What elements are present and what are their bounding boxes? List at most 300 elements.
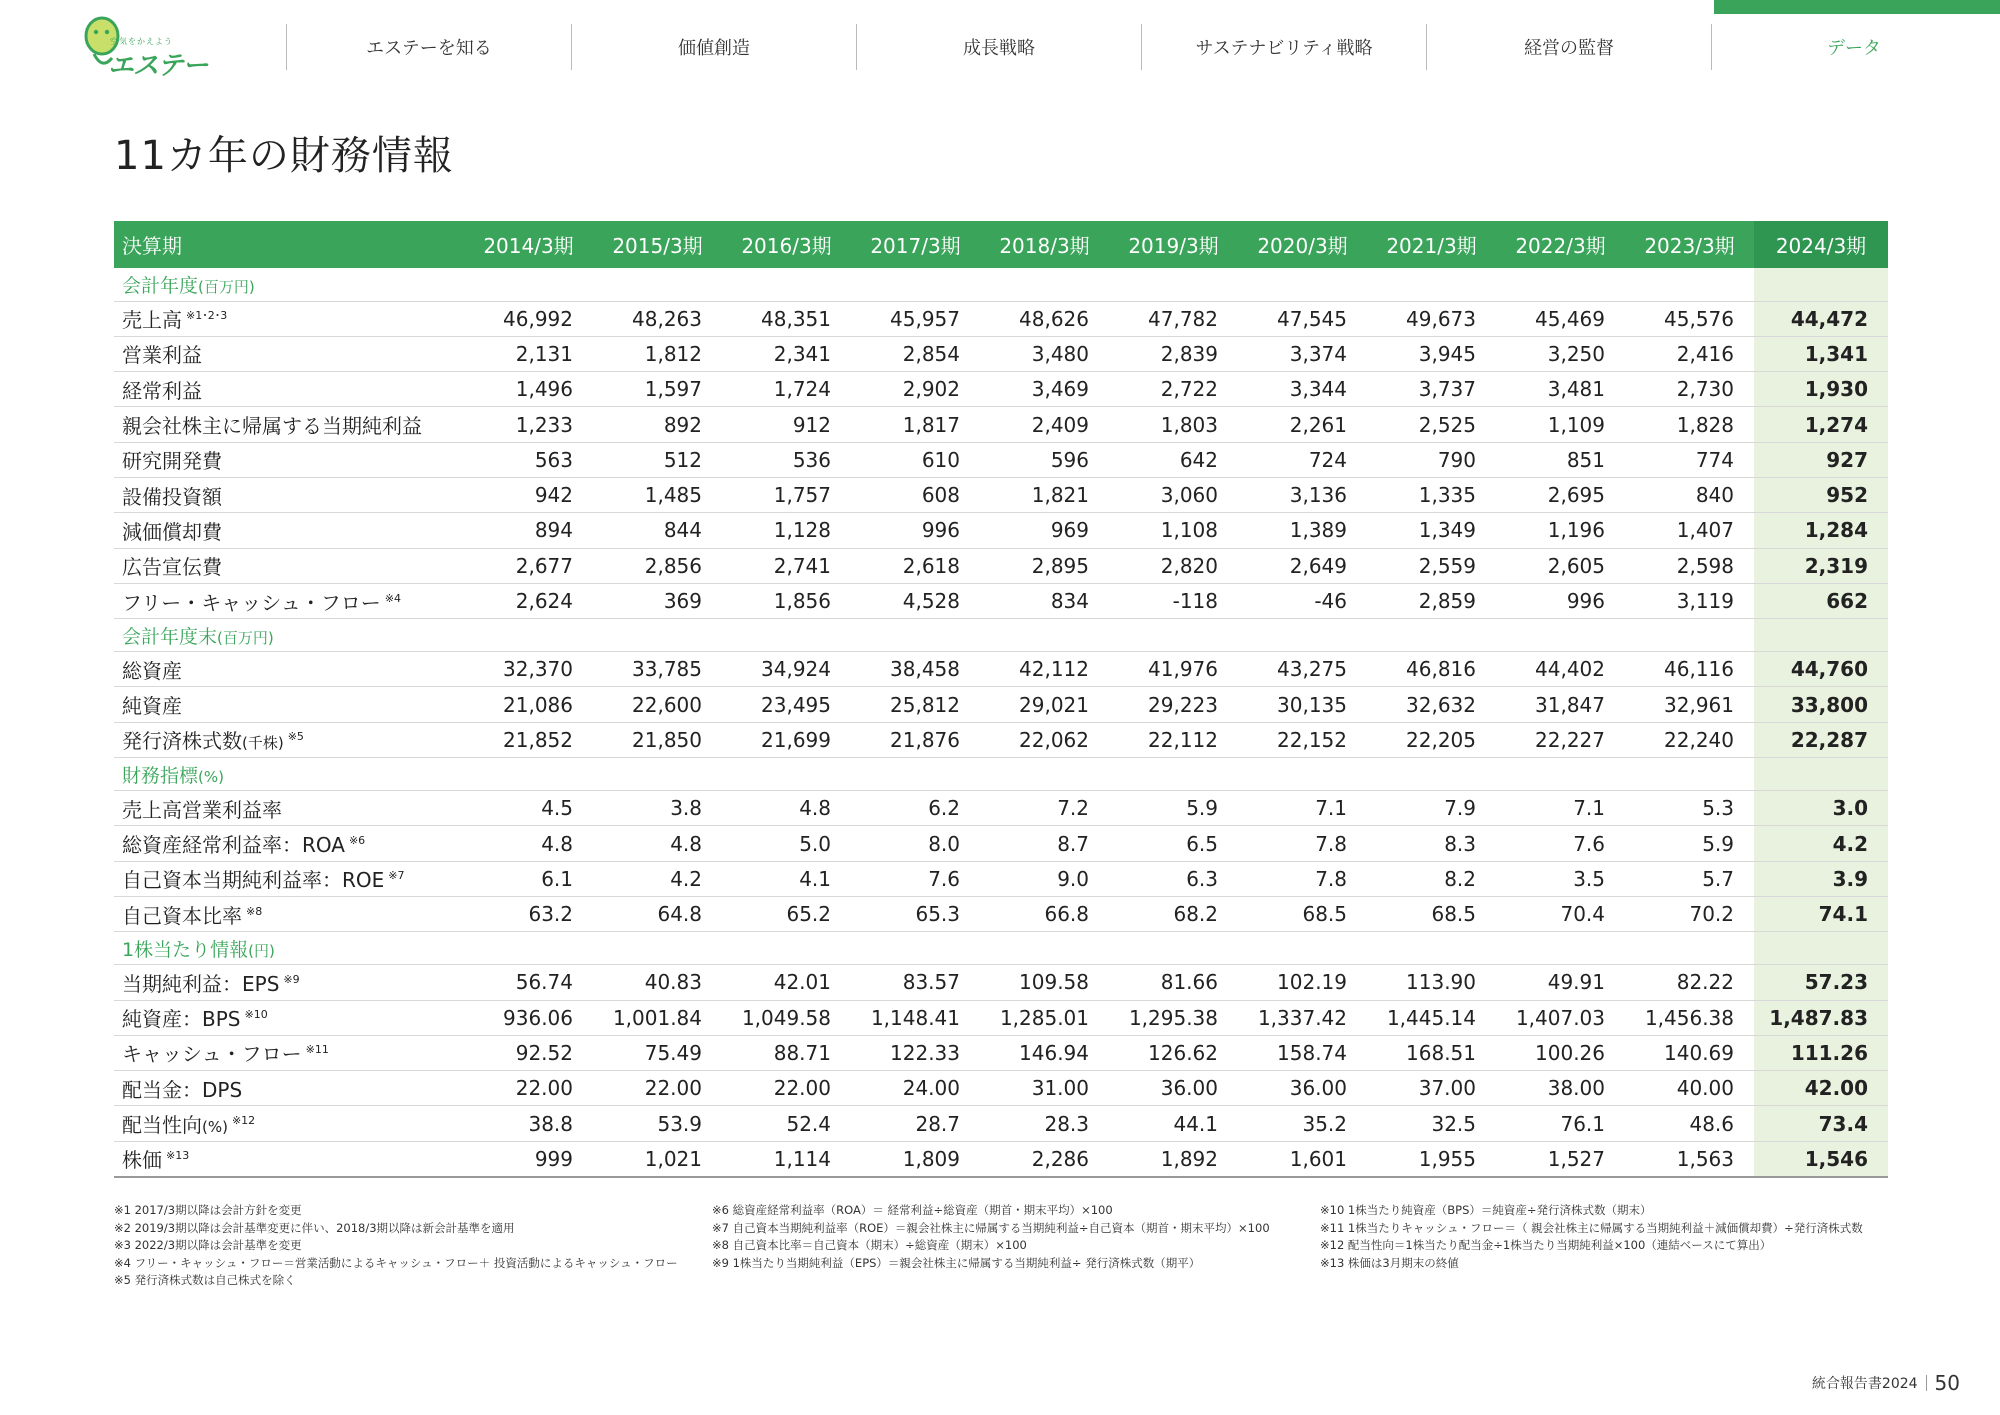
table-cell: 76.1 xyxy=(1496,1106,1625,1141)
table-cell: 45,469 xyxy=(1496,301,1625,336)
table-cell: 24.00 xyxy=(851,1071,980,1106)
table-cell: 1,284 xyxy=(1754,513,1888,548)
footnote-line: ※5 発行済株式数は自己株式を除く xyxy=(114,1273,296,1287)
table-cell: 1,892 xyxy=(1109,1141,1238,1176)
table-body xyxy=(114,268,1888,1177)
row-label-text: 総資産 xyxy=(122,658,182,683)
table-cell: 33,800 xyxy=(1754,687,1888,722)
table-cell: 22.00 xyxy=(464,1071,593,1106)
row-label xyxy=(114,407,464,442)
table-cell: 2,820 xyxy=(1109,548,1238,583)
table-cell: 22,205 xyxy=(1367,722,1496,757)
table-cell: 22,062 xyxy=(980,722,1109,757)
row-label-text: 総資産経常利益率：ROA xyxy=(122,833,345,857)
row-label-text: 研究開発費 xyxy=(122,449,222,474)
table-row xyxy=(114,1141,1888,1176)
footnotes-col-1 xyxy=(114,1202,678,1290)
table-cell: 44,760 xyxy=(1754,652,1888,687)
table-cell: 2,618 xyxy=(851,548,980,583)
row-label xyxy=(114,442,464,477)
table-cell: 1,233 xyxy=(464,407,593,442)
table-cell: 1,285.01 xyxy=(980,1000,1109,1035)
table-row xyxy=(114,301,1888,336)
table-cell: 8.0 xyxy=(851,826,980,861)
table-cell: 642 xyxy=(1109,442,1238,477)
table-cell: 1,341 xyxy=(1754,336,1888,371)
table-cell: 1,546 xyxy=(1754,1141,1888,1176)
table-cell: 21,850 xyxy=(593,722,722,757)
row-footnote-ref: ※4 xyxy=(384,591,402,605)
row-label xyxy=(114,1141,464,1176)
table-cell: 38.00 xyxy=(1496,1071,1625,1106)
table-row xyxy=(114,583,1888,618)
table-cell: 1,001.84 xyxy=(593,1000,722,1035)
table-cell: 1,856 xyxy=(722,583,851,618)
row-label-text: 売上高 xyxy=(122,308,182,333)
footnote-line: ※1 2017/3期以降は会計方針を変更 xyxy=(114,1203,302,1217)
row-label-text: キャッシュ・フロー xyxy=(122,1042,302,1067)
section-unit: (%) xyxy=(198,767,224,786)
table-cell: 126.62 xyxy=(1109,1035,1238,1070)
table-cell: 2,839 xyxy=(1109,336,1238,371)
table-cell: 2,286 xyxy=(980,1141,1109,1176)
table-cell: 1,114 xyxy=(722,1141,851,1176)
row-label-text: 経常利益 xyxy=(122,378,202,403)
table-cell: 2,416 xyxy=(1625,336,1754,371)
header xyxy=(0,0,2000,80)
table-cell: 6.3 xyxy=(1109,861,1238,896)
row-label xyxy=(114,791,464,826)
table-cell: 7.6 xyxy=(1496,826,1625,861)
footer-divider xyxy=(1926,1375,1927,1391)
table-row xyxy=(114,896,1888,931)
row-label xyxy=(114,722,464,757)
table-cell: 45,576 xyxy=(1625,301,1754,336)
row-label-text: 株価 xyxy=(122,1148,162,1173)
table-cell: 1,389 xyxy=(1238,513,1367,548)
table-cell: 6.2 xyxy=(851,791,980,826)
table-cell: 2,859 xyxy=(1367,583,1496,618)
nav-active-indicator xyxy=(1714,0,2000,14)
table-row xyxy=(114,477,1888,512)
table-cell: 46,992 xyxy=(464,301,593,336)
table-row xyxy=(114,548,1888,583)
table-cell: 46,816 xyxy=(1367,652,1496,687)
table-cell: 724 xyxy=(1238,442,1367,477)
row-label xyxy=(114,652,464,687)
table-cell: 4.5 xyxy=(464,791,593,826)
table-cell: 53.9 xyxy=(593,1106,722,1141)
table-row xyxy=(114,791,1888,826)
table-cell: 4.2 xyxy=(593,861,722,896)
table-cell: 4.8 xyxy=(722,791,851,826)
table-cell: 1,757 xyxy=(722,477,851,512)
table-cell: 996 xyxy=(851,513,980,548)
nav-item-value-creation[interactable]: 価値創造 xyxy=(571,24,856,70)
column-header-year: 2019/3期 xyxy=(1109,221,1238,268)
table-cell: 22.00 xyxy=(593,1071,722,1106)
row-label-text: 営業利益 xyxy=(122,343,202,368)
row-label xyxy=(114,336,464,371)
table-cell: 70.4 xyxy=(1496,896,1625,931)
table-cell: 7.8 xyxy=(1238,826,1367,861)
table-cell: 3,344 xyxy=(1238,372,1367,407)
table-cell: 1,803 xyxy=(1109,407,1238,442)
footnotes-col-2 xyxy=(712,1202,1270,1272)
table-cell: 42,112 xyxy=(980,652,1109,687)
table-cell: 2,695 xyxy=(1496,477,1625,512)
page-footer xyxy=(1812,1371,1960,1395)
table-cell: 969 xyxy=(980,513,1109,548)
table-cell: 1,021 xyxy=(593,1141,722,1176)
table-cell: 49.91 xyxy=(1496,965,1625,1000)
table-cell: 942 xyxy=(464,477,593,512)
table-cell: 1,563 xyxy=(1625,1141,1754,1176)
table-cell: 952 xyxy=(1754,477,1888,512)
section-title-text: 1株当たり情報 xyxy=(122,938,249,961)
table-cell: 23,495 xyxy=(722,687,851,722)
row-label-text: 純資産 xyxy=(122,694,182,719)
table-cell: 1,407 xyxy=(1625,513,1754,548)
table-cell: 21,086 xyxy=(464,687,593,722)
table-cell: 74.1 xyxy=(1754,896,1888,931)
table-cell: 38,458 xyxy=(851,652,980,687)
table-cell: 83.57 xyxy=(851,965,980,1000)
table-cell: 146.94 xyxy=(980,1035,1109,1070)
table-cell: 369 xyxy=(593,583,722,618)
table-cell: 2,730 xyxy=(1625,372,1754,407)
table-cell: 1,049.58 xyxy=(722,1000,851,1035)
table-cell: 36.00 xyxy=(1238,1071,1367,1106)
section-highlight-cell xyxy=(1754,758,1888,791)
table-cell: 3.9 xyxy=(1754,861,1888,896)
table-cell: 999 xyxy=(464,1141,593,1176)
table-cell: 22.00 xyxy=(722,1071,851,1106)
table-cell: 4.8 xyxy=(593,826,722,861)
table-cell: 66.8 xyxy=(980,896,1109,931)
column-header-year: 2022/3期 xyxy=(1496,221,1625,268)
table-cell: 2,605 xyxy=(1496,548,1625,583)
table-cell: 68.5 xyxy=(1238,896,1367,931)
footnote-line: ※6 総資産経常利益率（ROA）＝ 経常利益÷総資産（期首・期末平均）×100 xyxy=(712,1203,1113,1217)
table-cell: 1,456.38 xyxy=(1625,1000,1754,1035)
page-title: 11カ年の財務情報 xyxy=(114,133,454,179)
row-label-text: 親会社株主に帰属する当期純利益 xyxy=(122,414,422,439)
table-cell: 48.6 xyxy=(1625,1106,1754,1141)
table-row xyxy=(114,442,1888,477)
table-cell: 47,545 xyxy=(1238,301,1367,336)
row-label xyxy=(114,1071,464,1106)
table-cell: 1,196 xyxy=(1496,513,1625,548)
table-cell: 28.3 xyxy=(980,1106,1109,1141)
company-logo[interactable] xyxy=(86,14,236,81)
table-cell: 1,349 xyxy=(1367,513,1496,548)
table-cell: 2,559 xyxy=(1367,548,1496,583)
section-unit: (百万円) xyxy=(198,277,255,296)
row-footnote-ref: ※13 xyxy=(166,1149,190,1163)
column-header-year: 2023/3期 xyxy=(1625,221,1754,268)
table-cell: 22,287 xyxy=(1754,722,1888,757)
table-cell: 596 xyxy=(980,442,1109,477)
table-cell: 140.69 xyxy=(1625,1035,1754,1070)
table-cell: 7.6 xyxy=(851,861,980,896)
table-cell: 563 xyxy=(464,442,593,477)
table-cell: 22,112 xyxy=(1109,722,1238,757)
table-cell: 512 xyxy=(593,442,722,477)
table-cell: 1,128 xyxy=(722,513,851,548)
table-cell: 52.4 xyxy=(722,1106,851,1141)
table-cell: 48,626 xyxy=(980,301,1109,336)
table-cell: 65.3 xyxy=(851,896,980,931)
table-cell: 88.71 xyxy=(722,1035,851,1070)
table-cell: 70.2 xyxy=(1625,896,1754,931)
table-cell: 38.8 xyxy=(464,1106,593,1141)
row-label xyxy=(114,1035,464,1070)
row-label-text: フリー・キャッシュ・フロー xyxy=(122,590,381,615)
table-cell: 2,409 xyxy=(980,407,1109,442)
table-cell: 40.83 xyxy=(593,965,722,1000)
row-label-text: 配当性向 xyxy=(122,1113,202,1138)
table-cell: 42.00 xyxy=(1754,1071,1888,1106)
table-cell: 912 xyxy=(722,407,851,442)
table-cell: 2,677 xyxy=(464,548,593,583)
table-row xyxy=(114,965,1888,1000)
table-cell: 2,902 xyxy=(851,372,980,407)
table-cell: 63.2 xyxy=(464,896,593,931)
table-cell: 113.90 xyxy=(1367,965,1496,1000)
table-cell: 1,828 xyxy=(1625,407,1754,442)
table-cell: 1,148.41 xyxy=(851,1000,980,1035)
logo-wordmark: エステー xyxy=(108,51,208,81)
table-cell: 73.4 xyxy=(1754,1106,1888,1141)
row-label-text: 自己資本当期純利益率：ROE xyxy=(122,868,385,893)
row-label-text: 減価償却費 xyxy=(122,519,222,544)
section-unit: (百万円) xyxy=(217,628,274,647)
table-cell: 5.3 xyxy=(1625,791,1754,826)
table-cell: 3,469 xyxy=(980,372,1109,407)
footnote-line: ※2 2019/3期以降は会計基準変更に伴い、2018/3期以降は新会計基準を適用 xyxy=(114,1220,515,1235)
table-cell: 2,598 xyxy=(1625,548,1754,583)
table-cell: 936.06 xyxy=(464,1000,593,1035)
row-label-unit: (千株) xyxy=(242,734,284,753)
nav-item-data[interactable]: データ xyxy=(1711,24,1996,70)
footnote-line: ※8 自己資本比率＝自己資本（期末）÷総資産（期末）×100 xyxy=(712,1238,1027,1252)
table-cell: 36.00 xyxy=(1109,1071,1238,1106)
table-cell: 1,817 xyxy=(851,407,980,442)
table-cell: 32,961 xyxy=(1625,687,1754,722)
table-cell: 21,852 xyxy=(464,722,593,757)
table-cell: 662 xyxy=(1754,583,1888,618)
nav-item-governance[interactable]: 経営の監督 xyxy=(1426,24,1711,70)
row-label-text: 設備投資額 xyxy=(122,484,222,509)
table-cell: 22,240 xyxy=(1625,722,1754,757)
row-footnote-ref: ※1･2･3 xyxy=(186,309,228,323)
table-cell: 892 xyxy=(593,407,722,442)
footnote-line: ※10 1株当たり純資産（BPS）＝純資産÷発行済株式数（期末） xyxy=(1320,1203,1652,1217)
row-label-text: 売上高営業利益率 xyxy=(122,797,282,822)
table-cell: 996 xyxy=(1496,583,1625,618)
table-cell: 81.66 xyxy=(1109,965,1238,1000)
column-header-year: 2020/3期 xyxy=(1238,221,1367,268)
page-number: 50 xyxy=(1934,1371,1960,1395)
financial-table xyxy=(114,221,1888,1178)
column-header-year: 2017/3期 xyxy=(851,221,980,268)
table-cell: 3,374 xyxy=(1238,336,1367,371)
section-title-text: 会計年度 xyxy=(122,274,199,297)
table-cell: 2,131 xyxy=(464,336,593,371)
table-cell: 44,402 xyxy=(1496,652,1625,687)
footnote-line: ※9 1株当たり当期純利益（EPS）＝親会社株主に帰属する当期純利益÷ 発行済株式数（期平） xyxy=(712,1255,1201,1270)
table-cell: 851 xyxy=(1496,442,1625,477)
table-cell: 32,632 xyxy=(1367,687,1496,722)
table-cell: 29,223 xyxy=(1109,687,1238,722)
row-label-text: 配当金：DPS xyxy=(122,1077,243,1102)
table-cell: 1,724 xyxy=(722,372,851,407)
row-footnote-ref: ※6 xyxy=(348,834,366,847)
table-cell: 5.0 xyxy=(722,826,851,861)
row-footnote-ref: ※12 xyxy=(231,1114,256,1128)
row-label-text: 発行済株式数 xyxy=(122,729,242,754)
footnote-line: ※7 自己資本当期純利益率（ROE）＝親会社株主に帰属する当期純利益÷自己資本（期首・期末平均）×100 xyxy=(712,1220,1270,1235)
table-cell: 3,119 xyxy=(1625,583,1754,618)
table-cell: 1,809 xyxy=(851,1141,980,1176)
section-header-row xyxy=(114,758,1888,791)
section-title xyxy=(114,932,1754,965)
footnote-line: ※13 株価は3月期末の終値 xyxy=(1320,1255,1459,1270)
table-row xyxy=(114,1106,1888,1141)
row-label-text: 純資産：BPS xyxy=(122,1007,241,1032)
table-cell: 2,854 xyxy=(851,336,980,371)
table-cell: 22,152 xyxy=(1238,722,1367,757)
table-cell: 1,108 xyxy=(1109,513,1238,548)
table-cell: 1,601 xyxy=(1238,1141,1367,1176)
row-label xyxy=(114,1000,464,1035)
table-cell: 3,136 xyxy=(1238,477,1367,512)
table-cell: 22,600 xyxy=(593,687,722,722)
table-cell: 2,741 xyxy=(722,548,851,583)
table-cell: 68.5 xyxy=(1367,896,1496,931)
row-label-unit: (%) xyxy=(202,1118,228,1137)
row-footnote-ref: ※8 xyxy=(246,904,263,918)
table-header-row xyxy=(114,221,1888,268)
nav-item-sustainability[interactable]: サステナビリティ戦略 xyxy=(1141,24,1426,70)
table-cell: 1,527 xyxy=(1496,1141,1625,1176)
table-cell: 35.2 xyxy=(1238,1106,1367,1141)
table-cell: 2,856 xyxy=(593,548,722,583)
nav-item-about[interactable]: エステーを知る xyxy=(286,24,571,70)
section-highlight-cell xyxy=(1754,932,1888,965)
section-title-text: 会計年度末 xyxy=(122,625,218,648)
row-label xyxy=(114,583,464,618)
table-cell: 5.9 xyxy=(1109,791,1238,826)
table-cell: 41,976 xyxy=(1109,652,1238,687)
table-cell: 102.19 xyxy=(1238,965,1367,1000)
table-cell: 844 xyxy=(593,513,722,548)
table-cell: 43,275 xyxy=(1238,652,1367,687)
table-cell: 56.74 xyxy=(464,965,593,1000)
section-highlight-cell xyxy=(1754,268,1888,301)
row-label xyxy=(114,477,464,512)
table-cell: 33,785 xyxy=(593,652,722,687)
row-footnote-ref: ※10 xyxy=(244,1008,268,1022)
table-cell: 4.2 xyxy=(1754,826,1888,861)
table-row xyxy=(114,687,1888,722)
footnote-line: ※3 2022/3期以降は会計基準を変更 xyxy=(114,1238,302,1252)
table-cell: 3,737 xyxy=(1367,372,1496,407)
table-cell: 7.8 xyxy=(1238,861,1367,896)
table-cell: 3,250 xyxy=(1496,336,1625,371)
table-cell: 21,699 xyxy=(722,722,851,757)
table-cell: 45,957 xyxy=(851,301,980,336)
table-cell: 47,782 xyxy=(1109,301,1238,336)
table-cell: 1,955 xyxy=(1367,1141,1496,1176)
table-cell: 2,649 xyxy=(1238,548,1367,583)
table-cell: 1,335 xyxy=(1367,477,1496,512)
table-cell: 37.00 xyxy=(1367,1071,1496,1106)
table-cell: 3.8 xyxy=(593,791,722,826)
section-title xyxy=(114,619,1754,652)
table-cell: 3.5 xyxy=(1496,861,1625,896)
table-cell: 31,847 xyxy=(1496,687,1625,722)
table-row xyxy=(114,1071,1888,1106)
table-cell: 894 xyxy=(464,513,593,548)
table-cell: 32.5 xyxy=(1367,1106,1496,1141)
table-cell: 5.9 xyxy=(1625,826,1754,861)
table-cell: 1,930 xyxy=(1754,372,1888,407)
table-cell: 49,673 xyxy=(1367,301,1496,336)
table-cell: 1,445.14 xyxy=(1367,1000,1496,1035)
section-unit: (円) xyxy=(248,941,275,960)
column-header-year: 2016/3期 xyxy=(722,221,851,268)
table-cell: -118 xyxy=(1109,583,1238,618)
column-header-year: 2024/3期 xyxy=(1754,221,1888,268)
table-cell: 122.33 xyxy=(851,1035,980,1070)
table-cell: 65.2 xyxy=(722,896,851,931)
table-cell: 790 xyxy=(1367,442,1496,477)
table-row xyxy=(114,1035,1888,1070)
table-cell: 536 xyxy=(722,442,851,477)
column-header-year: 2018/3期 xyxy=(980,221,1109,268)
footnotes-col-3 xyxy=(1320,1202,1863,1272)
table-row xyxy=(114,336,1888,371)
column-header-year: 2015/3期 xyxy=(593,221,722,268)
table-cell: 1,485 xyxy=(593,477,722,512)
section-title xyxy=(114,268,1754,301)
nav-item-growth-strategy[interactable]: 成長戦略 xyxy=(856,24,1141,70)
table-cell: 75.49 xyxy=(593,1035,722,1070)
section-header-row xyxy=(114,932,1888,965)
section-header-row xyxy=(114,268,1888,301)
row-footnote-ref: ※5 xyxy=(287,730,304,744)
table-cell: 111.26 xyxy=(1754,1035,1888,1070)
table-cell: 168.51 xyxy=(1367,1035,1496,1070)
row-label xyxy=(114,826,464,861)
table-cell: 608 xyxy=(851,477,980,512)
table-cell: 46,116 xyxy=(1625,652,1754,687)
table-cell: 3,060 xyxy=(1109,477,1238,512)
table-cell: 2,261 xyxy=(1238,407,1367,442)
table-cell: 3.0 xyxy=(1754,791,1888,826)
row-label-text: 自己資本比率 xyxy=(122,903,242,928)
table-row xyxy=(114,1000,1888,1035)
table-cell: 21,876 xyxy=(851,722,980,757)
table-cell: 64.8 xyxy=(593,896,722,931)
table-cell: 1,407.03 xyxy=(1496,1000,1625,1035)
table-cell: 100.26 xyxy=(1496,1035,1625,1070)
table-cell: 48,263 xyxy=(593,301,722,336)
table-cell: 32,370 xyxy=(464,652,593,687)
table-cell: 109.58 xyxy=(980,965,1109,1000)
